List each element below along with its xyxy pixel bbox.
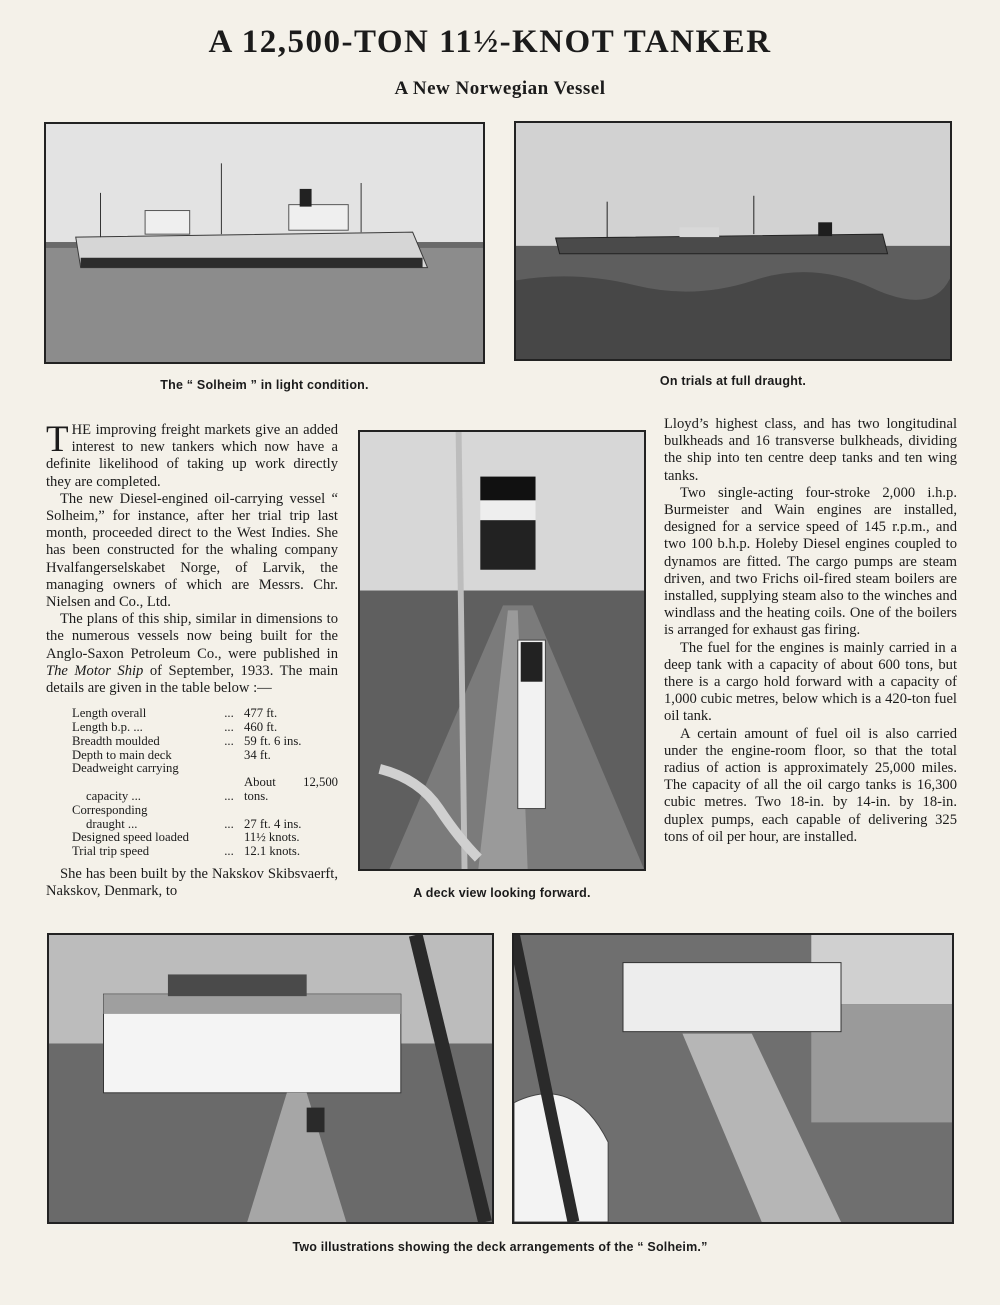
spec-row: [72, 818, 338, 832]
main-details-table: [72, 707, 338, 859]
publication-title: The Motor Ship: [46, 662, 144, 679]
body-paragraph: [46, 611, 338, 697]
spec-dots: [214, 762, 244, 776]
body-paragraph: The new Diesel-engined oil-carrying vessel “ Solheim,” for instance, after her trial trip last month, proceeded direct to the West Indies. She has been constructed for the whaling company Hvalfangerselskabet Norge, of Larvik, the managing owners of which are Messrs. Chr. Nielsen and Co., Ltd.: [46, 490, 338, 611]
spec-value: 477 ft.: [244, 706, 278, 721]
intro-paragraph: [46, 419, 338, 491]
spec-dots: ...: [224, 816, 234, 831]
left-text-column: [46, 419, 339, 900]
photo-deck-arrangement-aft: [47, 933, 494, 1224]
spec-row: [72, 804, 338, 818]
spec-label: Depth to main deck: [72, 747, 172, 762]
spec-label: Designed speed loaded: [72, 830, 189, 845]
spec-row: [72, 707, 338, 721]
body-paragraph: Two single-acting four-stroke 2,000 i.h.p. Burmeister and Wain engines are installed, designed for a service speed of 145 r.p.m., and two 100 b.h.p. Holeby Diesel engines coupled to dynamos are fitted. The cargo pumps are steam driven, and two Frichs oil-fired steam boilers are installed, supplying steam also to the winches and windlass and the heating coils. One of the boilers is arranged for exhaust gas firing.: [664, 484, 957, 639]
spec-label: draught ...: [86, 816, 138, 831]
spec-dots: ...: [224, 789, 234, 804]
body-text: of September, 1933. The main details are given in the table below :—: [46, 662, 339, 697]
spec-value: 34 ft.: [244, 747, 271, 762]
photo-solheim-light-condition: [44, 122, 485, 364]
body-paragraph: A certain amount of fuel oil is also carried under the engine-room floor, so that the total radius of action is approximately 25,000 miles. The capacity of all the oil cargo tanks is 16,300 cubic metres. Two 18-in. by 14-in. by 18-in. duplex pumps, each capable of delivering 325 tons of oil per hour, are installed.: [664, 725, 957, 845]
caption-light-condition: The “ Solheim ” in light condition.: [160, 378, 369, 392]
spec-row: [72, 749, 338, 763]
spec-label: Corresponding: [72, 802, 148, 817]
photo-on-trials: [514, 121, 952, 361]
spec-row: [72, 762, 338, 776]
spec-label: Trial trip speed: [72, 844, 150, 859]
spec-value: [244, 762, 338, 776]
spec-dots: [214, 749, 244, 763]
spec-value: 460 ft.: [244, 720, 278, 735]
spec-row: [72, 735, 338, 749]
spec-value: 12.1 knots.: [244, 844, 301, 859]
spec-label: Deadweight carrying: [72, 761, 179, 776]
spec-row: [72, 831, 338, 845]
spec-value: [244, 804, 338, 818]
spec-row: [72, 776, 338, 804]
spec-dots: ...: [224, 844, 234, 859]
spec-value: About 12,500 tons.: [244, 775, 338, 804]
spec-value: 59 ft. 6 ins.: [244, 733, 302, 748]
spec-dots: [214, 804, 244, 818]
spec-value: 27 ft. 4 ins.: [244, 816, 302, 831]
spec-value: 11½ knots.: [244, 830, 300, 845]
spec-label: Length b.p. ...: [72, 720, 143, 735]
spec-row: [72, 845, 338, 859]
spec-label: Breadth moulded: [72, 733, 160, 748]
spec-dots: [214, 831, 244, 845]
spec-row: [72, 721, 338, 735]
drop-cap: T: [46, 419, 69, 460]
spec-label: Length overall: [72, 706, 147, 721]
photo-deck-arrangement-forward: [512, 933, 954, 1224]
caption-deck-view: A deck view looking forward.: [413, 886, 591, 900]
right-text-column: [664, 416, 957, 846]
body-paragraph: She has been built by the Nakskov Skibsvaerft, Nakskov, Denmark, to: [46, 866, 338, 900]
intro-text: HE improving freight markets give an added interest to new tankers which now have a definite likelihood of taking up work directly they are completed.: [46, 422, 338, 490]
spec-label: capacity ...: [86, 789, 141, 804]
spec-dots: ...: [224, 706, 234, 721]
article-title: A 12,500-TON 11½-KNOT TANKER: [208, 24, 772, 60]
body-text: The plans of this ship, similar in dimensions to the numerous vessels now being built for the Anglo-Saxon Petroleum Co., were published in: [46, 611, 338, 662]
body-paragraph: Lloyd’s highest class, and has two longitudinal bulkheads and 16 transverse bulkheads, dividing the ship into ten centre deep tanks and ten wing tanks.: [664, 416, 957, 484]
spec-dots: ...: [224, 720, 234, 735]
caption-deck-arrangements: Two illustrations showing the deck arrangements of the “ Solheim.”: [292, 1240, 708, 1254]
photo-deck-view-forward: [358, 430, 646, 871]
body-paragraph: The fuel for the engines is mainly carried in a deep tank with a capacity of about 600 tons, but there is a cargo hold forward with a capacity of 1,000 cubic metres, below which is a 420-ton fuel oil tank.: [664, 639, 957, 725]
caption-on-trials: On trials at full draught.: [659, 374, 807, 388]
spec-dots: ...: [224, 733, 234, 748]
article-subtitle: A New Norwegian Vessel: [394, 78, 606, 99]
